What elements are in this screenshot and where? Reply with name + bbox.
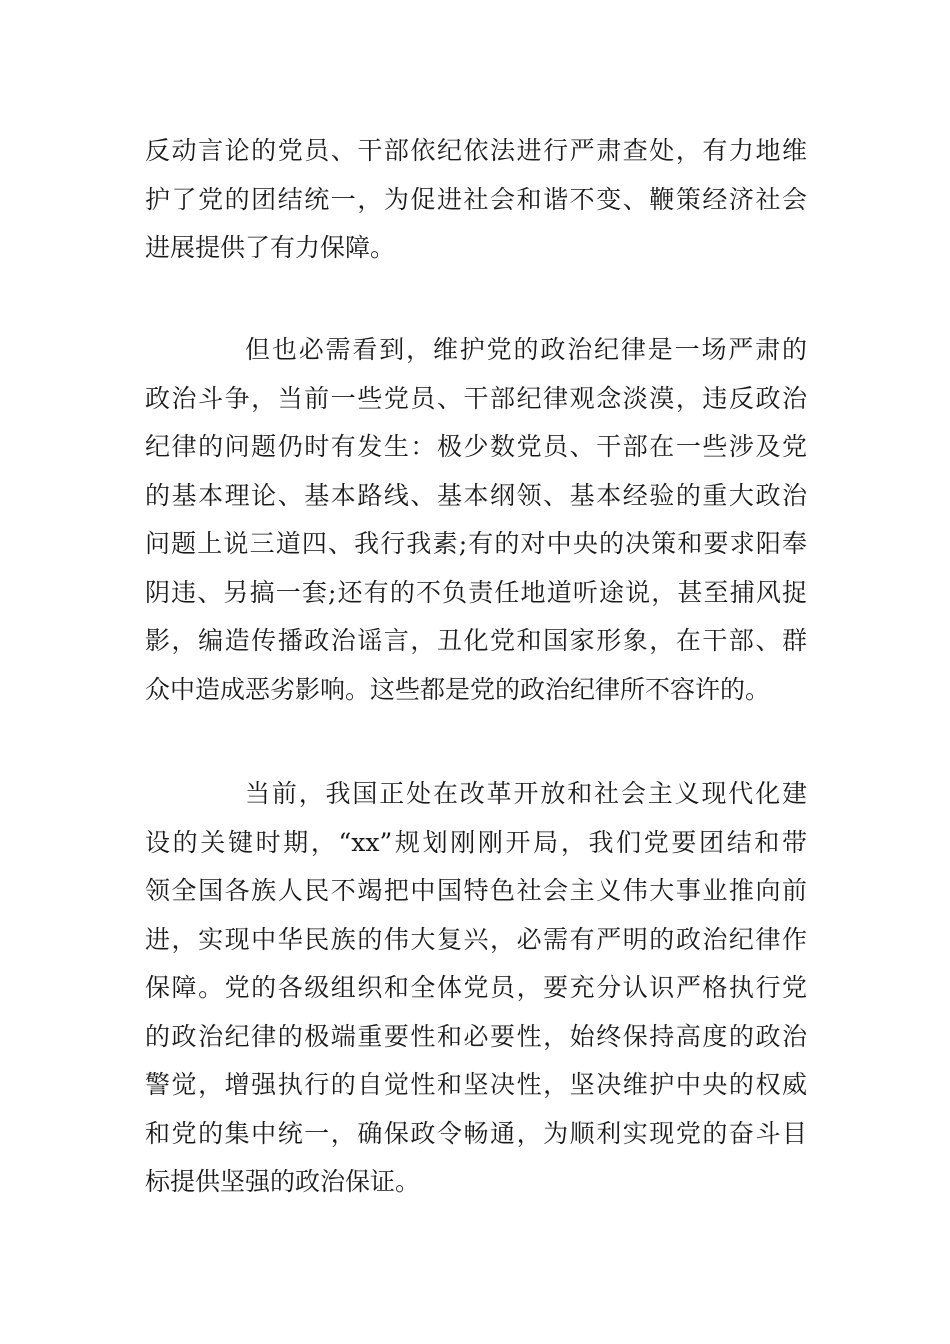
paragraph-line: 反动言论的党员、干部依纪依法进行严肃查处，有力地维 xyxy=(145,136,807,165)
paragraph-line: 政治斗争，当前一些党员、干部纪律观念淡漠，违反政治 xyxy=(145,383,807,413)
paragraph-line: 保障。党的各级组织和全体党员，要充分认识严格执行党 xyxy=(145,973,807,1002)
paragraph-line: 进，实现中华民族的伟大复兴，必需有严明的政治纪律作 xyxy=(145,924,807,954)
paragraph-line: 进展提供了有力保障。 xyxy=(145,233,396,262)
paragraph-line: 但也必需看到，维护党的政治纪律是一场严肃的 xyxy=(245,335,807,364)
paragraph-3 xyxy=(145,770,807,1207)
paragraph-line: 护了党的团结统一，为促进社会和谐不变、鞭策经济社会 xyxy=(145,184,807,214)
paragraph-line: 纪律的问题仍时有发生：极少数党员、干部在一些涉及党 xyxy=(145,432,807,461)
paragraph-line: 和党的集中统一，确保政令畅通，为顺利实现党的奋斗目 xyxy=(145,1118,807,1148)
paragraph-line: 阴违、另搞一套;还有的不负责任地道听途说，甚至捕风捉 xyxy=(145,577,807,607)
paragraph-line: 众中造成恶劣影响。这些都是党的政治纪律所不容许的。 xyxy=(145,674,771,704)
paragraph-line: 当前，我国正处在改革开放和社会主义现代化建 xyxy=(245,779,807,808)
paragraph-1 xyxy=(145,127,807,273)
paragraph-line: 的基本理论、基本路线、基本纲领、基本经验的重大政治 xyxy=(145,480,807,510)
paragraph-line: 问题上说三道四、我行我素;有的对中央的决策和要求阳奉 xyxy=(145,529,807,558)
paragraph-line: 影，编造传播政治谣言，丑化党和国家形象，在干部、群 xyxy=(145,626,807,655)
paragraph-2 xyxy=(145,326,807,714)
paragraph-line: 标提供坚强的政治保证。 xyxy=(145,1167,421,1196)
paragraph-line: 警觉，增强执行的自觉性和坚决性，坚决维护中央的权威 xyxy=(145,1070,807,1099)
paragraph-line: 设的关键时期，“xx”规划刚刚开局，我们党要团结和带 xyxy=(145,827,807,857)
paragraph-line: 的政治纪律的极端重要性和必要性，始终保持高度的政治 xyxy=(145,1021,807,1051)
paragraph-line: 领全国各族人民不竭把中国特色社会主义伟大事业推向前 xyxy=(145,876,807,905)
